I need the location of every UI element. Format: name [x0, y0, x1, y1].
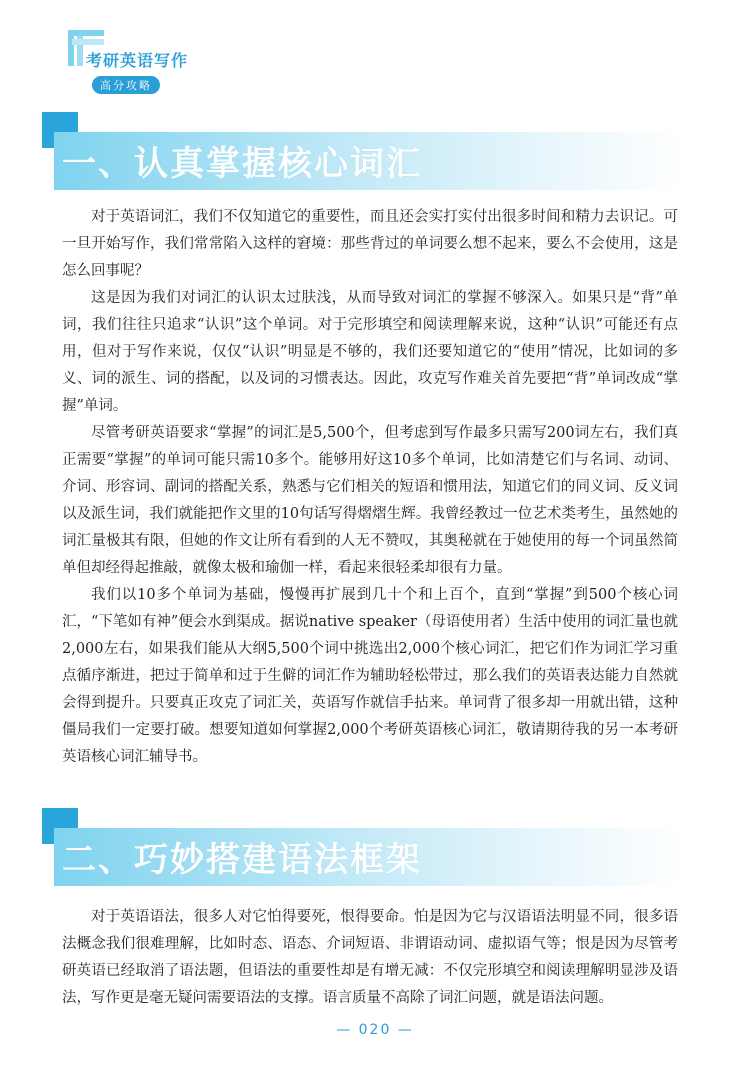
book-logo [68, 30, 208, 100]
paragraph: 对于英语语法，很多人对它怕得要死，恨得要命。怕是因为它与汉语语法明显不同，很多语法概念我们很难理解，比如时态、语态、介词短语、非谓语动词、虚拟语气等；恨是因为尽管考研英语已经取消了语法题，但语法的重要性却是有增无减：不仅完形填空和阅读理解明显涉及语法，写作更是毫无疑问需要语法的支撑。语言质量不高除了词汇问题，就是语法问题。 [62, 909, 678, 1006]
section-body-2 [62, 904, 678, 1012]
paragraph: 我们以10多个单词为基础，慢慢再扩展到几十个和上百个，直到“掌握”到500个核心词汇，“下笔如有神”便会水到渠成。据说native speaker（母语使用者）生活中使用的词汇量也就2,000左右，如果我们能从大纲5,500个词中挑选出2,000个核心词汇，把它们作为词汇学习重点循序渐进，把过于简单和过于生僻的词汇作为辅助轻松带过，那么我们的英语表达能力自然就会得到提升。只要真正攻克了词汇关，英语写作就信手拈来。单词背了很多却一用就出错，这种僵局我们一定要打破。想要知道如何掌握2,000个考研英语核心词汇，敬请期待我的另一本考研英语核心词汇辅导书。 [62, 587, 678, 765]
section-heading-2 [0, 808, 750, 898]
paragraph: 对于英语词汇，我们不仅知道它的重要性，而且还会实打实付出很多时间和精力去识记。可一旦开始写作，我们常常陷入这样的窘境：那些背过的单词要么想不起来，要么不会使用，这是怎么回事呢？ [62, 209, 678, 279]
paragraph: 尽管考研英语要求“掌握”的词汇是5,500个，但考虑到写作最多只需写200词左右，我们真正需要“掌握”的单词可能只需10多个。能够用好这10多个单词，比如清楚它们与名词、动词、介词、形容词、副词的搭配关系，熟悉与它们相关的短语和惯用法，知道它们的同义词、反义词以及派生词，我们就能把作文里的10句话写得熠熠生辉。我曾经教过一位艺术类考生，虽然她的词汇量极其有限，但她的作文让所有看到的人无不赞叹，其奥秘就在于她使用的每一个词虽然简单但却经得起推敲，就像太极和瑜伽一样，看起来很轻柔却很有力量。 [62, 425, 678, 576]
book-title: 考研英语写作 [86, 51, 189, 70]
section-heading-1 [0, 112, 750, 202]
section-body-1 [62, 204, 678, 771]
section-title: 一、认真掌握核心词汇 [62, 144, 422, 184]
book-subtitle: 高分攻略 [92, 76, 160, 94]
page-number: — 020 — [336, 1022, 414, 1038]
section-title: 二、巧妙搭建语法框架 [62, 840, 422, 880]
paragraph: 这是因为我们对词汇的认识太过肤浅，从而导致对词汇的掌握不够深入。如果只是“背”单词，我们往往只追求“认识”这个单词。对于完形填空和阅读理解来说，这种“认识”可能还有点用，但对于写作来说，仅仅“认识”明显是不够的，我们还要知道它的“使用”情况，比如词的多义、词的派生、词的搭配，以及词的习惯表达。因此，攻克写作难关首先要把“背”单词改成“掌握”单词。 [62, 290, 678, 414]
